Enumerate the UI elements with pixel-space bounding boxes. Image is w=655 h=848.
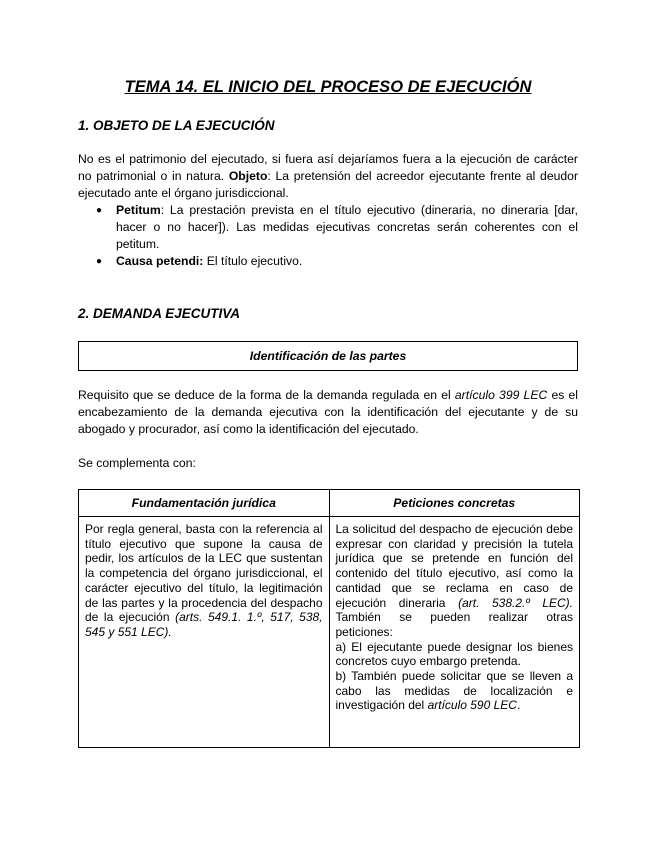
- bullet-icon: ●: [96, 256, 103, 267]
- section-1-paragraph: No es el patrimonio del ejecutado, si fuera así dejaríamos fuera a la ejecución de carácter no patrimonial o in natura. Objeto: La pretensión del acreedor ejecutante frente al deudor ejecutado ante el órgano jurisdiccional.: [78, 152, 578, 200]
- requirements-table: [78, 489, 580, 748]
- identification-box: Identificación de las partes: [78, 341, 578, 371]
- table-header-legal-basis: Fundamentación jurídica: [79, 490, 330, 517]
- list-item: ● Petitum: La prestación prevista en el título ejecutivo (dineraria, no dineraria [dar, hacer o no hacer]). Las medidas ejecutivas concretas serán coherentes con el petitum.: [96, 203, 578, 251]
- bullet-icon: ●: [96, 205, 103, 216]
- section-1-bullet-list: [78, 202, 578, 270]
- complement-intro: Se complementa con:: [78, 456, 196, 470]
- table-header-requests: Peticiones concretas: [329, 490, 580, 517]
- section-2-heading: 2. DEMANDA EJECUTIVA: [78, 306, 241, 321]
- section-1-heading: 1. OBJETO DE LA EJECUCIÓN: [78, 118, 275, 133]
- table-cell-legal-basis: Por regla general, basta con la referencia al título ejecutivo que supone la causa de pedir, los artículos de la LEC que sustentan la competencia del órgano jurisdiccional, el carácter ejecutivo del título, la legitimación de las partes y la procedencia del despacho de la ejecución (arts. 549.1. 1.º, 517, 538, 545 y 551 LEC).: [79, 517, 330, 748]
- list-item: ● Causa petendi: El título ejecutivo.: [96, 254, 303, 268]
- table-cell-requests: La solicitud del despacho de ejecución debe expresar con claridad y precisión la tutela jurídica que se pretende en función del contenido del título ejecutivo, así como la cantidad que se reclama en caso de ejecución dineraria (art. 538.2.º LEC). También se pueden realizar otras peticiones: a) El ejecutante puede designar los bienes concretos cuyo embargo pretenda. b) También puede solicitar que se lleven a cabo las medidas de localización e investigación del artículo 590 LEC.: [329, 517, 580, 748]
- section-2-paragraph: Requisito que se deduce de la forma de la demanda regulada en el artículo 399 LEC es el encabezamiento de la demanda ejecutiva con la identificación del ejecutante y de su abogado y procurador, así como la identificación del ejecutado.: [78, 388, 578, 436]
- page-title: TEMA 14. EL INICIO DEL PROCESO DE EJECUCIÓN: [124, 78, 532, 96]
